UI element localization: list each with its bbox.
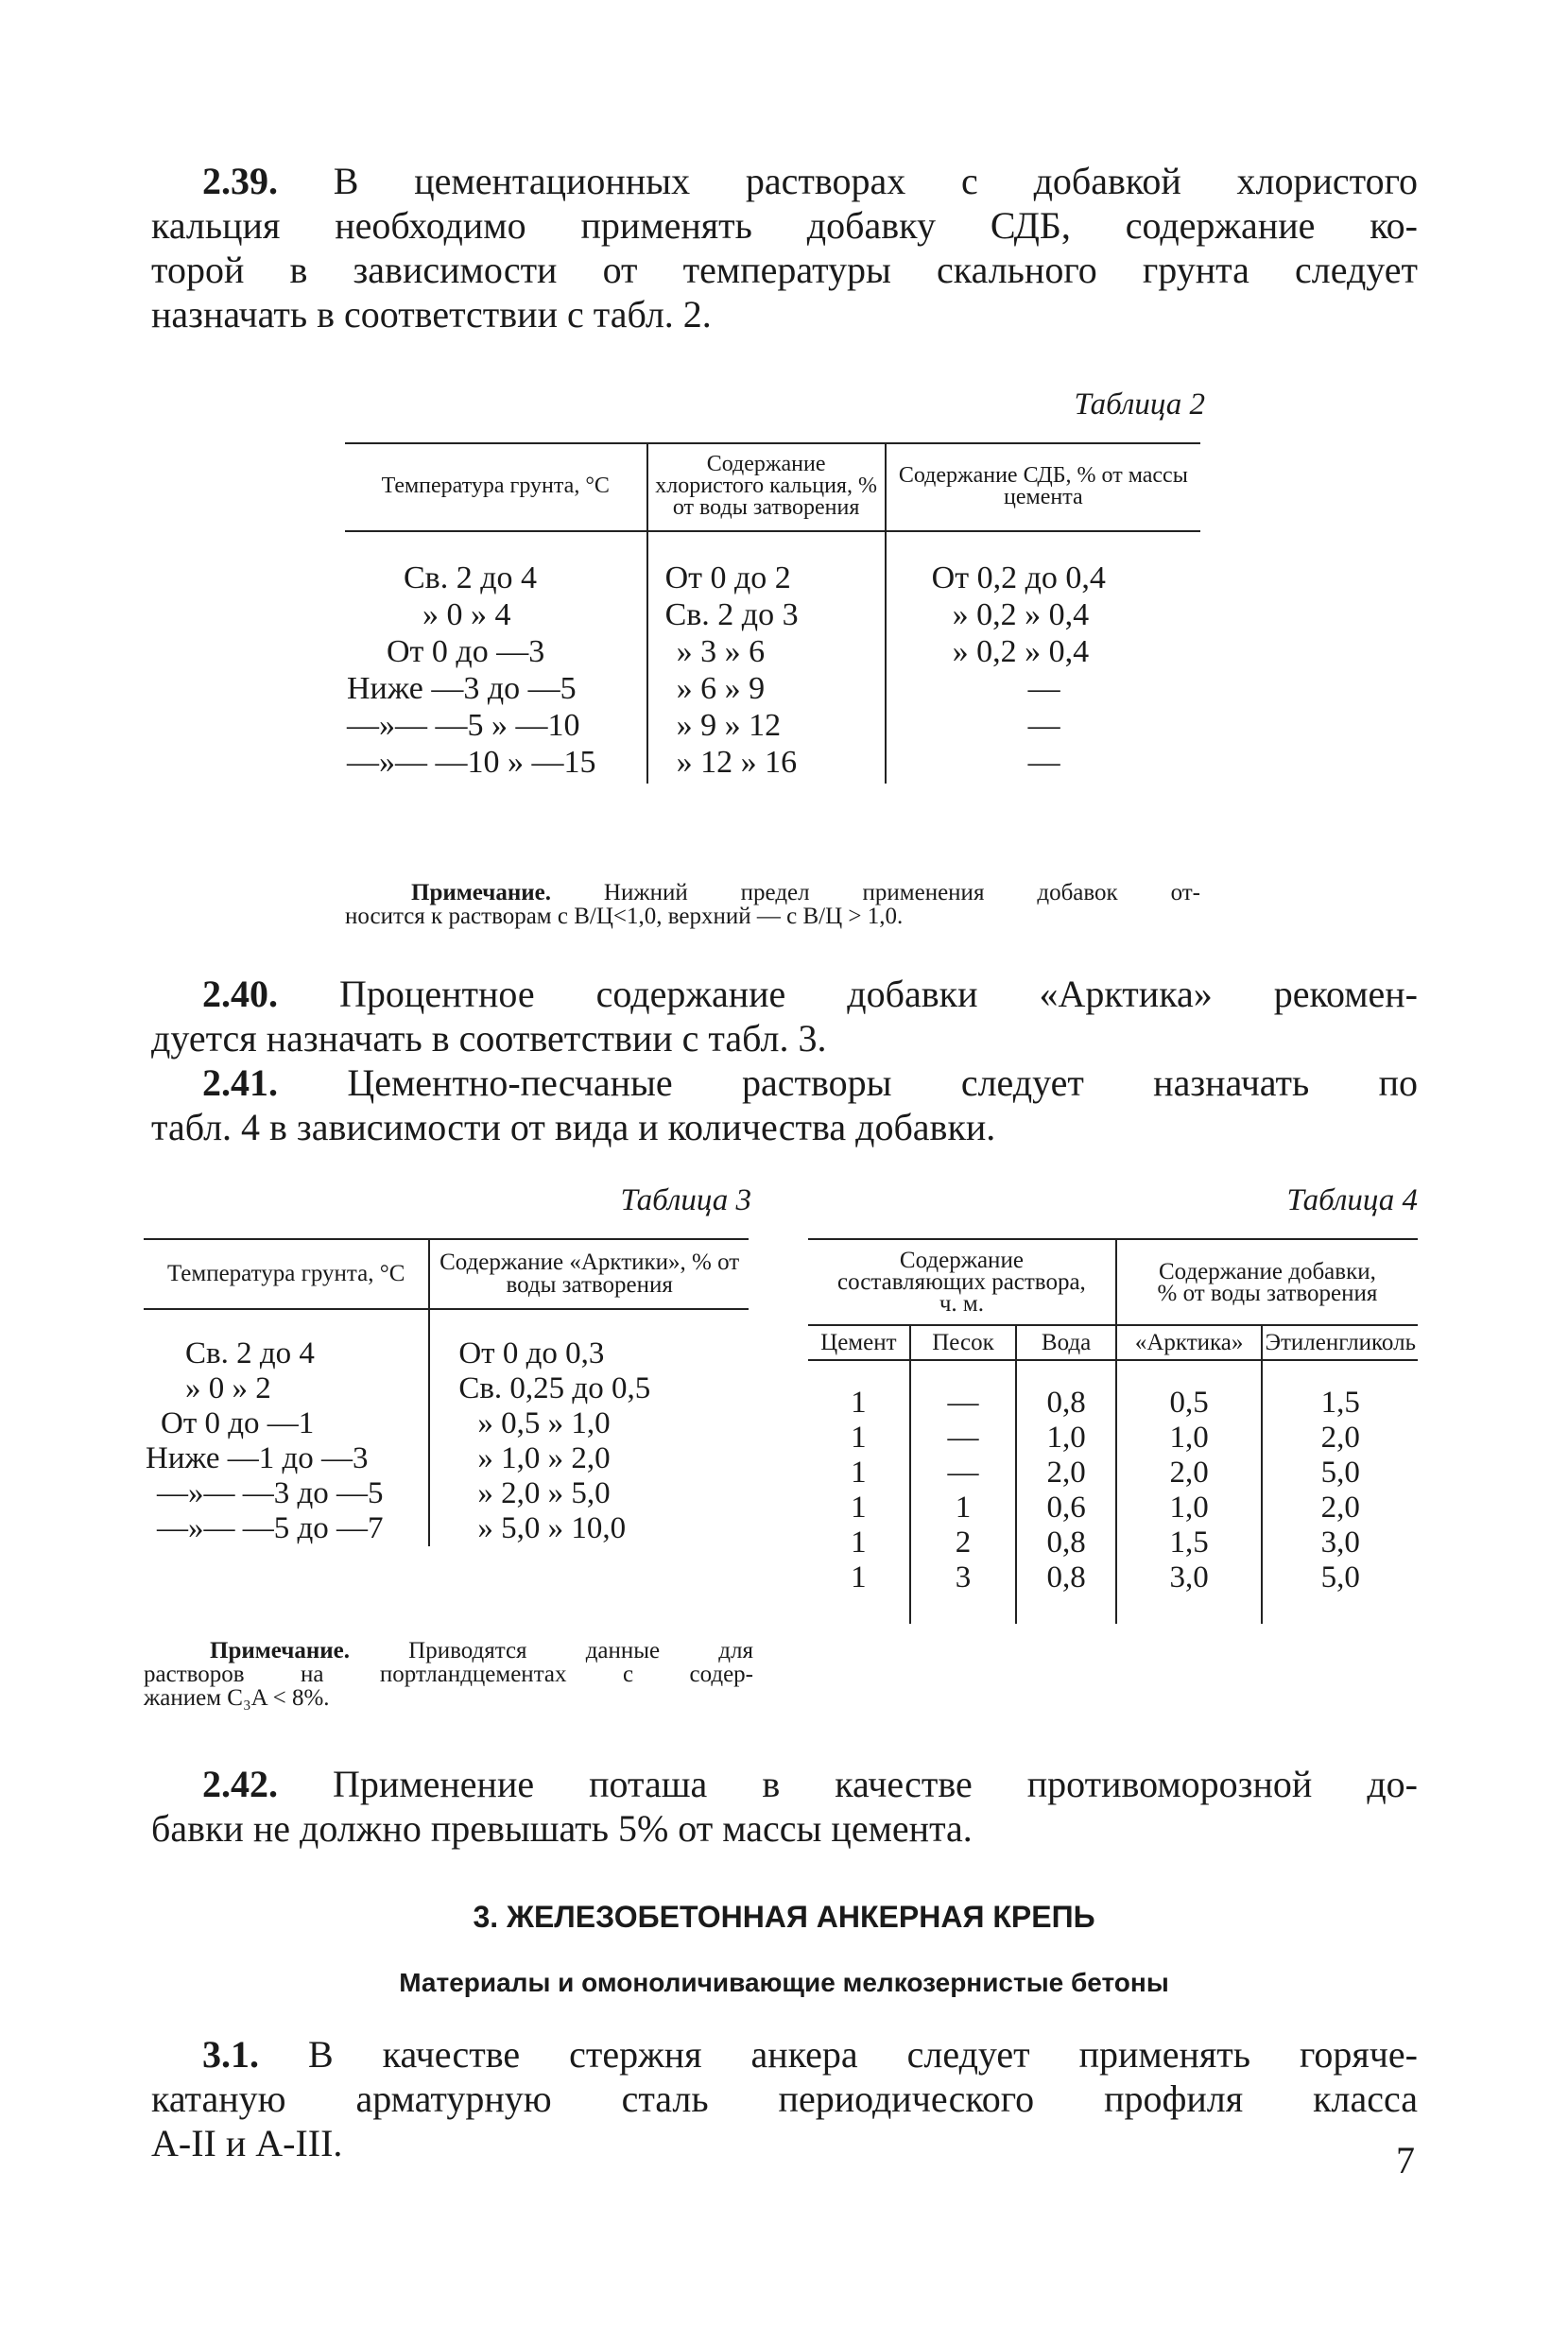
table-header: Содержание «Арктики», % от воды затворения [429, 1239, 749, 1309]
table-row: —»— —5 до —7 » 5,0 » 10,0 [144, 1511, 749, 1546]
table-row: 1 — 1,0 1,0 2,0 [808, 1421, 1418, 1456]
table-row: От 0 до —1 » 0,5 » 1,0 [144, 1406, 749, 1441]
paragraph-line: А-II и А-III. [151, 2122, 343, 2164]
table-row: 1 3 0,8 3,0 5,0 [808, 1560, 1418, 1624]
paragraph-line: 2.41. Цементно-песчаные растворы следует назначать по [202, 1061, 1418, 1104]
paragraph-line: кальция необходимо применять добавку СДБ, содержание ко- [151, 204, 1418, 247]
paragraph-line: торой в зависимости от температуры скального грунта следует [151, 249, 1418, 291]
paragraph-number: 2.40. [202, 973, 278, 1015]
table-header: Вода [1016, 1325, 1116, 1360]
paragraph-3-1 [151, 2032, 1418, 2165]
paragraph-line: 2.42. Применение поташа в качестве противоморозной до- [202, 1763, 1418, 1805]
paragraph-line: дуется назначать в соответствии с табл. 3. [151, 1017, 827, 1060]
table-header: Этиленгликоль [1262, 1325, 1418, 1360]
table-row: 1 — 2,0 2,0 5,0 [808, 1456, 1418, 1491]
paragraph-2-41 [151, 1060, 1418, 1149]
paragraph-line: табл. 4 в зависимости от вида и количества добавки. [151, 1106, 996, 1148]
paragraph-line: 2.39. В цементационных растворах с добавкой хлористого [202, 160, 1418, 202]
table-header: Песок [910, 1325, 1017, 1360]
paragraph-number: 2.39. [202, 160, 278, 202]
table-row: От 0 до —3 » 3 » 6 » 0,2 » 0,4 [387, 634, 1090, 669]
paragraph-2-39 [151, 159, 1418, 336]
table-row: —»— —10 » —15 » 12 » 16 — [345, 743, 1200, 784]
table-header: Содержание хлористого кальция, % от воды затворения [647, 443, 886, 531]
table-3 [144, 1238, 749, 1546]
paragraph-line: бавки не должно превышать 5% от массы цемента. [151, 1807, 973, 1850]
table-header: Температура грунта, °С [381, 474, 610, 498]
table-group-header: Содержание составляющих раствора, ч. м. [837, 1248, 1086, 1317]
table-row: Ниже —3 до —5 » 6 » 9 — [347, 671, 1060, 706]
table-4-caption: Таблица 4 [1286, 1183, 1418, 1217]
paragraph-number: 2.41. [202, 1061, 278, 1104]
section-subtitle: Материалы и омоноличивающие мелкозернистые бетоны [399, 1968, 1169, 1997]
table-header: Температура грунта, °С [166, 1261, 405, 1286]
table-header: Содержание СДБ, % от массы цемента [898, 462, 1188, 509]
table-row: » 0 » 2 Св. 0,25 до 0,5 [144, 1371, 749, 1406]
table-4 [808, 1238, 1418, 1624]
table-row: Св. 2 до 4 От 0 до 2 От 0,2 до 0,4 [345, 531, 1200, 595]
paragraph-number: 2.42. [202, 1763, 278, 1805]
paragraph-2-40 [151, 972, 1418, 1060]
paragraph-line: 3.1. В качестве стержня анкера следует применять горяче- [202, 2033, 1418, 2076]
table-header: Цемент [820, 1330, 897, 1355]
table-row: 1 2 0,8 1,5 3,0 [808, 1525, 1418, 1560]
table-2 [345, 442, 1200, 784]
table-2-caption: Таблица 2 [1074, 388, 1205, 422]
section-title: 3. ЖЕЛЕЗОБЕТОННАЯ АНКЕРНАЯ КРЕПЬ [473, 1900, 1095, 1934]
table-3-caption: Таблица 3 [620, 1183, 751, 1217]
table-row: 1 1 0,6 1,0 2,0 [808, 1491, 1418, 1525]
paragraph-2-42 [151, 1762, 1418, 1851]
table-3-note: Примечание. Приводятся данные для растворов на портландцементах с содер- жанием C₃A < 8%. [144, 1638, 753, 1711]
paragraph-line: катаную арматурную сталь периодического профиля класса [151, 2077, 1418, 2120]
table-row: Св. 2 до 4 От 0 до 0,3 [144, 1309, 749, 1371]
table-group-header: Содержание добавки, % от воды затворения [1116, 1239, 1418, 1325]
table-row: —»— —3 до —5 » 2,0 » 5,0 [144, 1476, 749, 1511]
table-row: 1 — 0,8 0,5 1,5 [808, 1360, 1418, 1421]
table-2-note: Примечание. Нижний предел применения добавок от- носится к растворам с В/Ц<1,0, верхний — с В/Ц > 1,0. [345, 880, 1200, 929]
table-row: » 0 » 4 Св. 2 до 3 » 0,2 » 0,4 [422, 597, 1090, 632]
paragraph-line: 2.40. Процентное содержание добавки «Арктика» рекомен- [202, 973, 1418, 1015]
paragraph-number: 3.1. [202, 2033, 259, 2076]
page-number: 7 [1396, 2139, 1415, 2181]
table-row: —»— —5 » —10 » 9 » 12 — [347, 708, 1060, 743]
table-header: «Арктика» [1116, 1325, 1263, 1360]
table-row: Ниже —1 до —3 » 1,0 » 2,0 [144, 1441, 749, 1476]
paragraph-line: назначать в соответствии с табл. 2. [151, 293, 712, 336]
